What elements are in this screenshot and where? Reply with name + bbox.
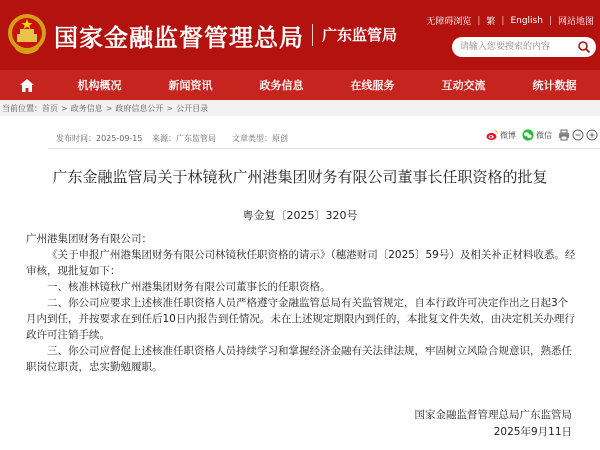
nav-item-statistics[interactable]: 统计数据 <box>532 79 577 92</box>
top-links <box>426 14 594 27</box>
zoom-in-icon[interactable] <box>586 129 598 141</box>
document-paragraph: 一、核准林镜秋广州港集团财务有限公司董事长的任职资格。 <box>47 281 331 293</box>
document-paragraph: 《关于申报广州港集团财务有限公司林镜秋任职资格的请示》（穗港财司〔2025〕59号）及相关补正材料收悉。经审核，现批复如下： <box>26 249 576 277</box>
font-size-icon[interactable] <box>572 129 584 141</box>
share-bar <box>486 129 600 141</box>
breadcrumb-separator: > <box>166 103 174 113</box>
national-emblem-icon[interactable] <box>6 12 48 56</box>
weibo-share-label[interactable]: 微博 <box>500 130 516 140</box>
breadcrumb-home[interactable]: 首页 <box>42 103 58 113</box>
branch-name[interactable]: 广东监管局 <box>322 26 398 44</box>
traditional-chinese-link[interactable]: 繁 <box>486 17 496 27</box>
weibo-icon[interactable] <box>486 129 498 141</box>
site-header <box>0 0 600 70</box>
link-separator: | <box>477 15 481 26</box>
home-icon <box>20 79 34 92</box>
nav-item-online-service[interactable]: 在线服务 <box>350 79 395 92</box>
link-separator: | <box>501 15 505 26</box>
search-input[interactable] <box>452 37 576 57</box>
main-nav <box>0 70 600 100</box>
signing-organization: 国家金融监督管理总局广东监管局 <box>414 409 572 421</box>
breadcrumb <box>0 100 600 116</box>
title-divider <box>312 24 313 46</box>
meta-divider <box>48 148 600 149</box>
breadcrumb-separator: > <box>105 103 113 113</box>
article-meta <box>0 126 600 148</box>
document-paragraph: 三、你公司应督促上述核准任职资格人员持续学习和掌握经济金融有关法律法规，牢固树立风险合规意识，熟悉任职岗位职责，忠实勤勉履职。 <box>26 345 572 373</box>
publish-date: 发布时间：2025-09-15 <box>56 134 143 143</box>
sitemap-link[interactable]: 网站地图 <box>557 17 594 27</box>
link-separator: | <box>548 15 552 26</box>
search-icon[interactable] <box>577 40 591 54</box>
document-paragraph: 二、你公司应要求上述核准任职资格人员严格遵守金融监管总局有关监管规定，自本行政许可决定作出之日起3个月内到任，并按要求在到任后10日内报告到任情况。未在上述规定期限内到任的，本批复文件失效，由决定机关办理行政许可注销手续。 <box>26 297 575 341</box>
nav-item-interaction[interactable]: 互动交流 <box>441 79 486 92</box>
nav-item-news[interactable]: 新闻资讯 <box>168 79 213 92</box>
signing-date: 2025年9月11日 <box>493 426 572 438</box>
article-source: 来源：广东监管局 <box>152 134 216 143</box>
nav-item-government-info[interactable]: 政务信息 <box>259 79 304 92</box>
breadcrumb-disclosure[interactable]: 政府信息公开 <box>115 103 164 113</box>
wechat-icon[interactable] <box>522 129 534 141</box>
english-link[interactable]: English <box>510 15 543 26</box>
wechat-share-label[interactable]: 微信 <box>536 130 552 140</box>
document-body <box>26 231 578 375</box>
breadcrumb-prefix: 当前位置： <box>2 103 42 113</box>
document-title: 广东金融监管局关于林镜秋广州港集团财务有限公司董事长任职资格的批复 <box>52 168 548 186</box>
breadcrumb-catalog[interactable]: 公开目录 <box>176 103 209 113</box>
document-addressee: 广州港集团财务有限公司： <box>26 233 152 245</box>
breadcrumb-separator: > <box>61 103 68 113</box>
breadcrumb-government-info[interactable]: 政务信息 <box>70 103 103 113</box>
article-type: 文章类型：原创 <box>232 134 288 143</box>
accessibility-link[interactable]: 无障碍浏览 <box>426 17 472 27</box>
print-icon[interactable] <box>558 129 570 141</box>
search-box <box>452 37 596 57</box>
nav-home[interactable] <box>0 70 54 100</box>
document-number: 粤金复〔2025〕320号 <box>242 209 358 222</box>
nav-item-institution[interactable]: 机构概况 <box>77 79 122 92</box>
site-title[interactable]: 国家金融监督管理总局 <box>54 24 304 52</box>
